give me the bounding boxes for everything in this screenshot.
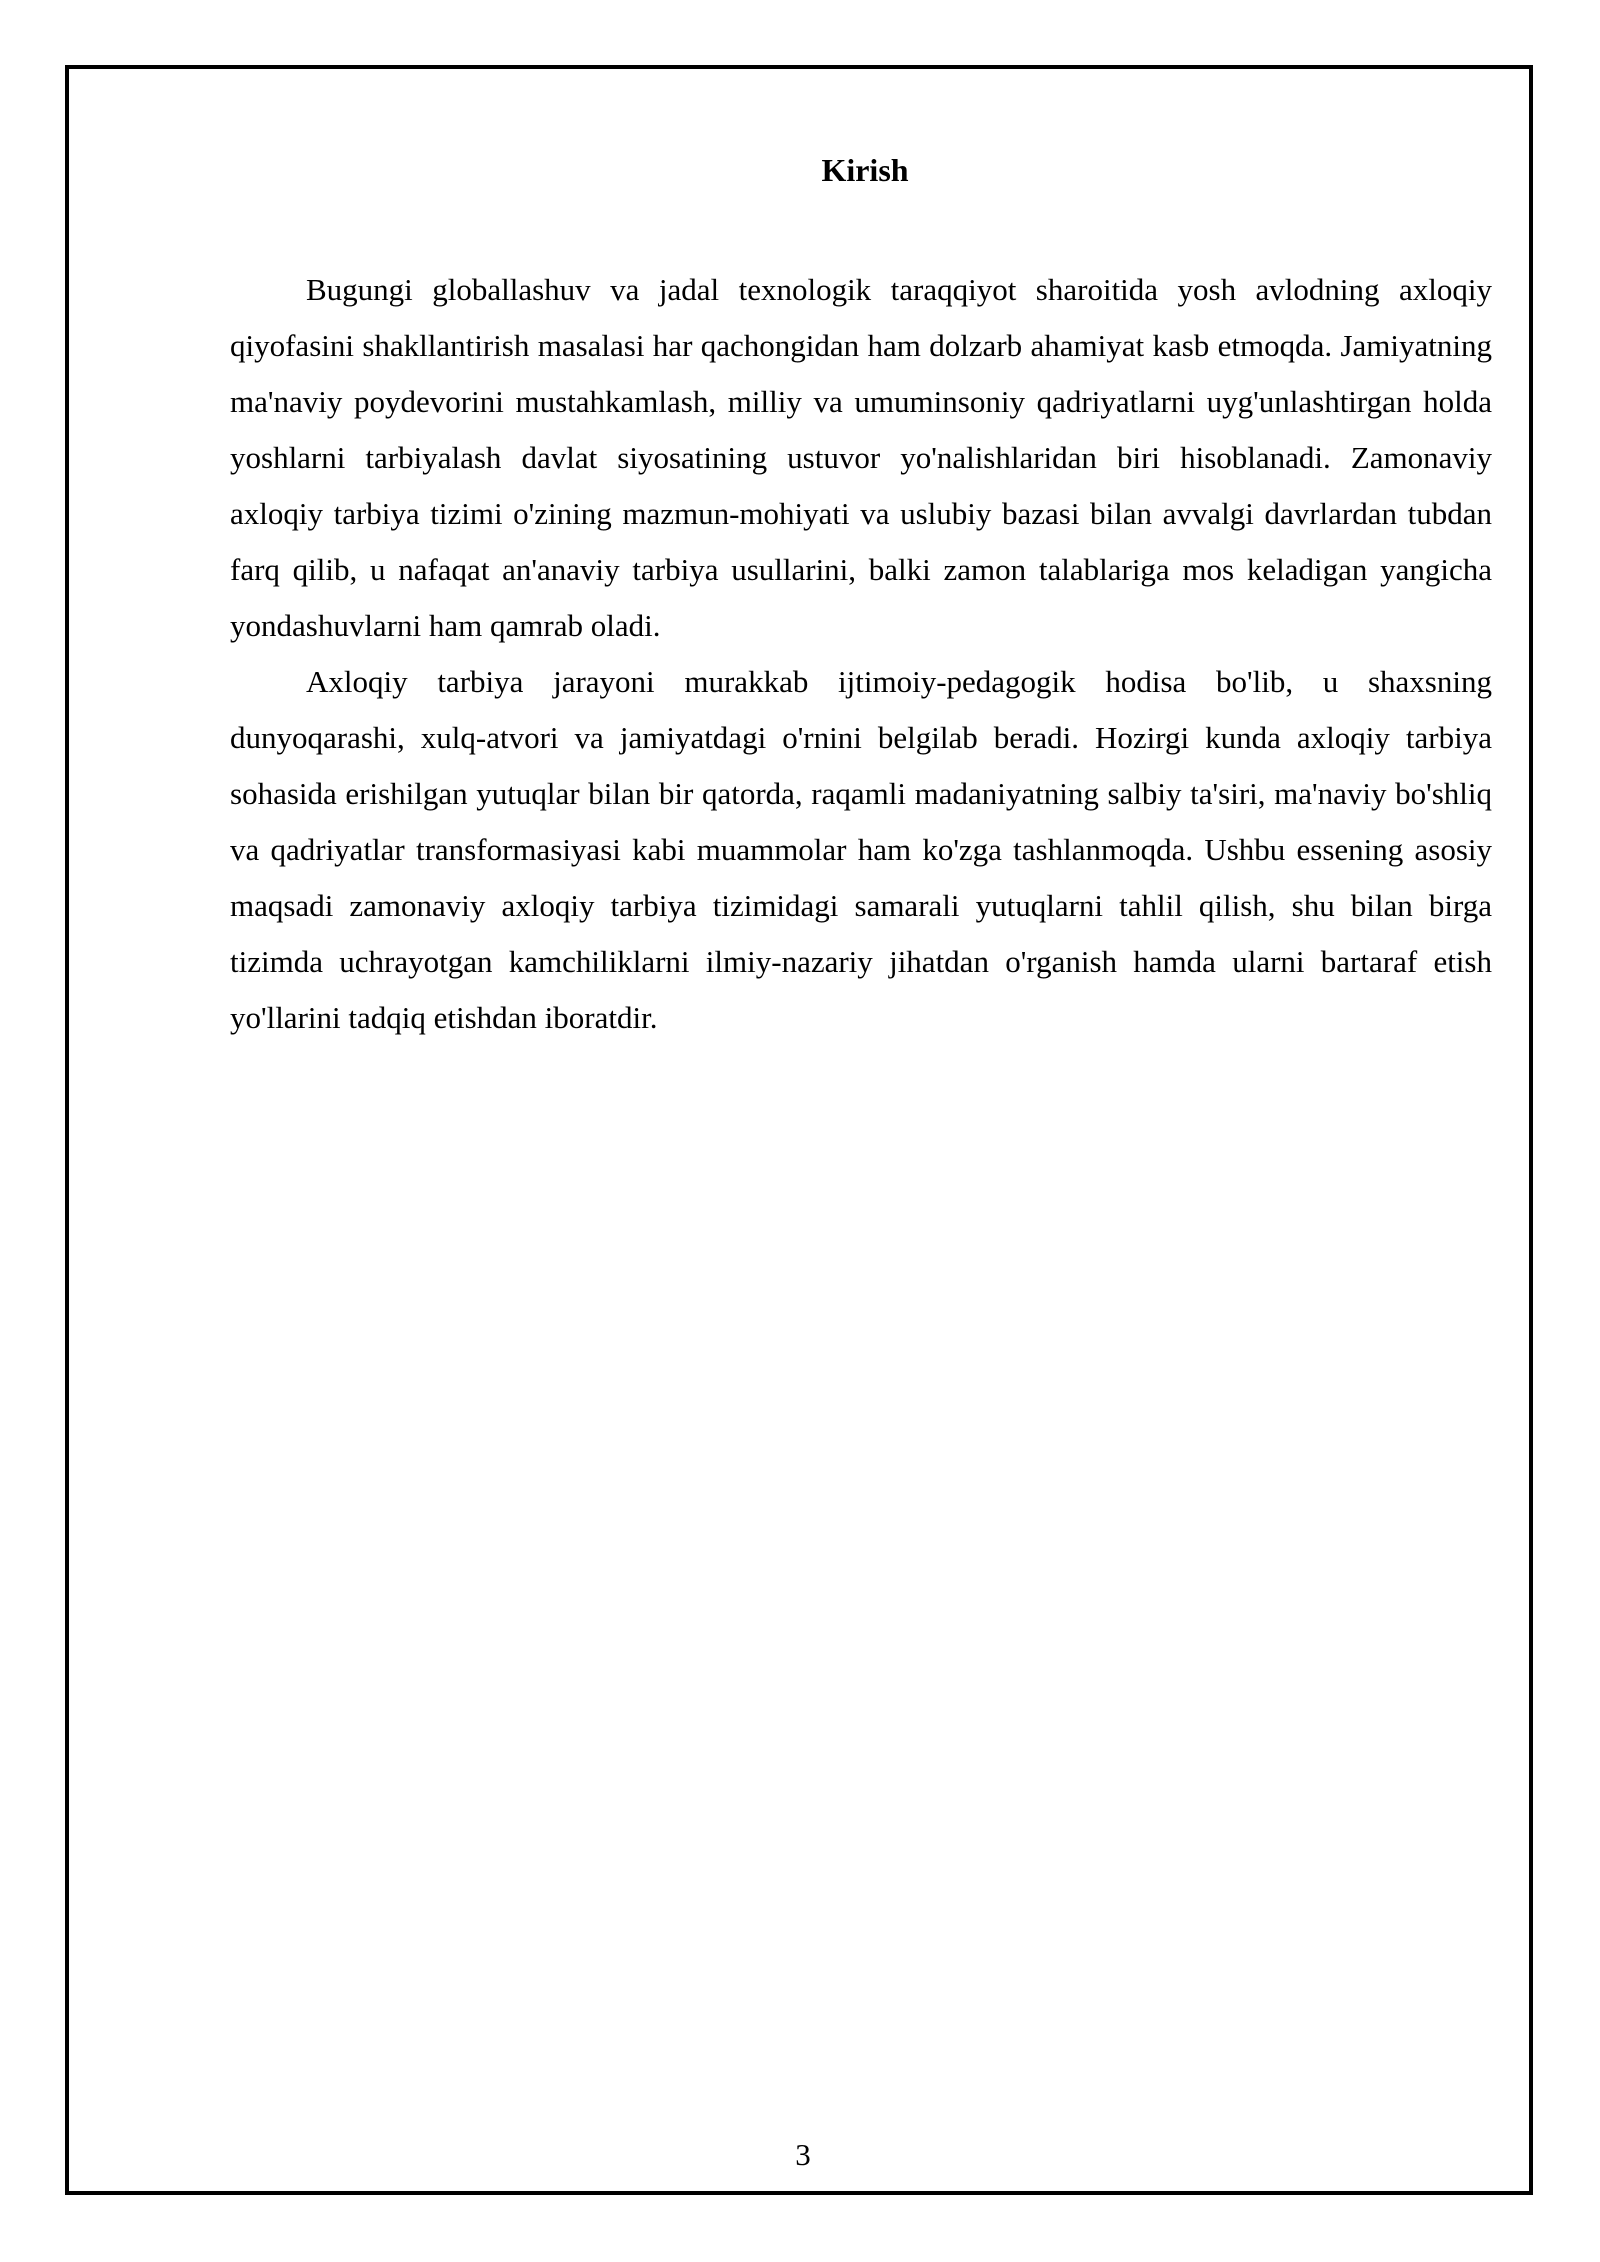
page-title: Kirish xyxy=(821,152,909,188)
paragraph-1: Bugungi globallashuv va jadal texnologik taraqqiyot sharoitida yosh avlodning axloqiy qiyofasini shakllantirish masalasi har qachongidan ham dolzarb ahamiyat kasb etmoqda. Jamiyatning ma'naviy poydevorini mustahkamlash, milliy va umuminsoniy qadriyatlarni uyg'unlashtirgan holda yoshlarni tarbiyalash davlat siyosatining ustuvor yo'nalishlaridan biri hisoblanadi. Zamonaviy axloqiy tarbiya tizimi o'zining mazmun-mohiyati va uslubiy bazasi bilan avvalgi davrlardan tubdan farq qilib, u nafaqat an'anaviy tarbiya usullarini, balki zamon talablariga mos keladigan yangicha yondashuvlarni ham qamrab oladi. xyxy=(230,272,1492,643)
title-container xyxy=(230,150,1492,190)
paragraph-2: Axloqiy tarbiya jarayoni murakkab ijtimoiy-pedagogik hodisa bo'lib, u shaxsning dunyoqarashi, xulq-atvori va jamiyatdagi o'rnini belgilab beradi. Hozirgi kunda axloqiy tarbiya sohasida erishilgan yutuqlar bilan bir qatorda, raqamli madaniyatning salbiy ta'siri, ma'naviy bo'shliq va qadriyatlar transformasiyasi kabi muammolar ham ko'zga tashlanmoqda. Ushbu essening asosiy maqsadi zamonaviy axloqiy tarbiya tizimidagi samarali yutuqlarni tahlil qilish, shu bilan birga tizimda uchrayotgan kamchiliklarni ilmiy-nazariy jihatdan o'rganish hamda ularni bartaraf etish yo'llarini tadqiq etishdan iboratdir. xyxy=(230,664,1492,1035)
document-body xyxy=(230,262,1492,1046)
page-number: 3 xyxy=(795,2137,811,2172)
